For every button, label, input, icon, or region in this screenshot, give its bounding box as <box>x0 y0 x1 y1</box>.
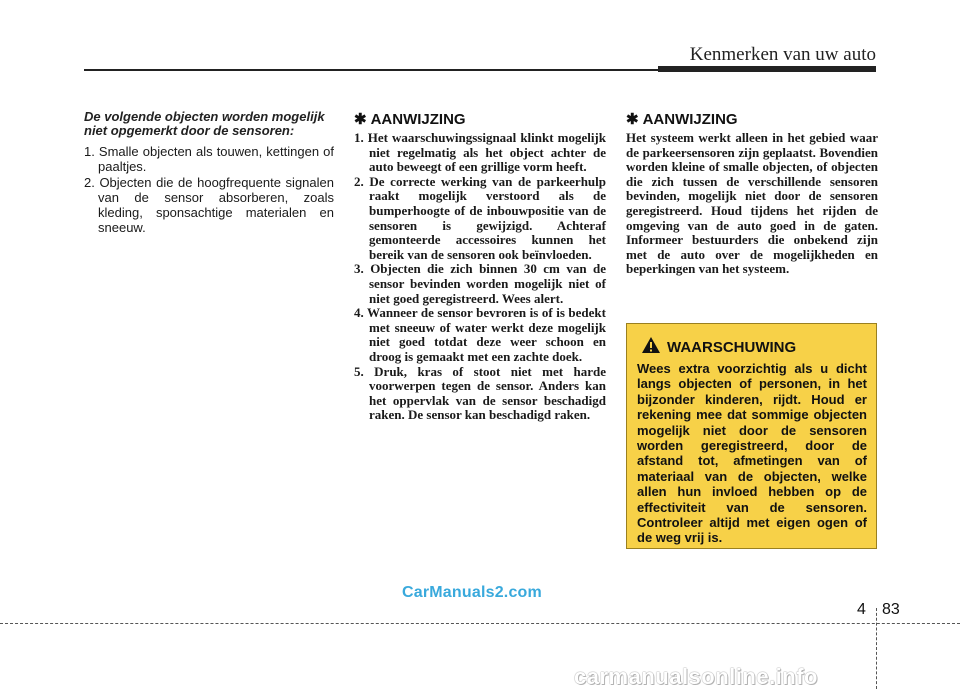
header-title: Kenmerken van uw auto <box>689 44 876 65</box>
warning-heading-label: WAARSCHUWING <box>667 338 797 356</box>
page-number-divider <box>876 608 877 689</box>
warning-triangle-icon <box>641 336 661 358</box>
watermark-link[interactable]: CarManuals2.com <box>402 584 542 601</box>
list-item: 4. Wanneer de sensor bevroren is of is bedekt met sneeuw of water werkt deze mogelijk niet goed totdat deze weer schoon en droog is gemaakt met een zachte doek. <box>354 305 606 364</box>
warning-box <box>626 323 877 549</box>
objects-list <box>84 144 334 235</box>
note-list <box>354 131 606 423</box>
warning-text: Wees extra voorzichtig als u dicht langs objecten of personen, in het bijzonder kinderen, rijdt. Houd er rekening mee dat sommige objecten mogelijk niet door de sensoren worden geregistreerd, door de afstand tot, afmetingen van of materiaal van de objecten, welke allen hun invloed hebben op de effectiviteit van de sensoren. Controleer altijd met eigen ogen of de weg vrij is. <box>637 361 867 546</box>
column-middle <box>354 110 606 423</box>
cross-star-icon: ✱ <box>626 111 639 128</box>
list-item: 5. Druk, kras of stoot niet met harde voorwerpen tegen de sensor. Anders kan het oppervlak van de sensor beschadigd raken. De sensor kan beschadigd raken. <box>354 363 606 423</box>
note-paragraph: Het systeem werkt alleen in het gebied waar de parkeersensoren zijn geplaatst. Bovendien worden kleine of smalle objecten, of objecten die zich tussen de verschillende sensoren bevinden, mogelijk niet door de sensoren geregistreerd. Houd tijdens het rijden de omgeving van de auto goed in de gaten. Informeer bestuurders die onbekend zijn met de auto over de mogelijkheden en beperkingen van het systeem. <box>626 130 878 277</box>
column-left <box>84 110 334 236</box>
list-item: 1. Smalle objecten als touwen, kettingen of paaltjes. <box>84 144 334 174</box>
chapter-number: 4 <box>857 601 866 618</box>
list-item: 2. Objecten die de hoogfrequente signalen van de sensor absorberen, zoals kleding, sponsachtige materialen en sneeuw. <box>84 175 334 235</box>
note-heading <box>354 110 606 128</box>
note-heading-label: AANWIJZING <box>370 110 466 128</box>
list-item: 2. De correcte werking van de parkeerhulp raakt mogelijk verstoord als de bumperhoogte of de inbouwpositie van de sensoren is gewijzigd. Achteraf gemonteerde accessoires kunnen het bereik van de sensoren ook beïnvloeden. <box>354 173 606 262</box>
list-item: 3. Objecten die zich binnen 30 cm van de sensor bevinden worden mogelijk niet of niet goed geregistreerd. Wees alert. <box>354 261 606 306</box>
note-heading-label: AANWIJZING <box>642 110 738 128</box>
intro-text: De volgende objecten worden mogelijk niet opgemerkt door de sensoren: <box>84 109 325 138</box>
cross-star-icon: ✱ <box>354 111 367 128</box>
warning-heading <box>641 336 867 358</box>
column-right <box>626 110 878 277</box>
list-item: 1. Het waarschuwingssignaal klinkt mogelijk niet regelmatig als het object achter de auto beweegt of een grillige vorm heeft. <box>354 130 606 175</box>
page-number: 83 <box>882 601 900 618</box>
footer-divider <box>0 623 960 624</box>
header-rule-accent <box>658 66 876 72</box>
footer-watermark: carmanualsonline.info <box>574 664 818 689</box>
note-heading <box>626 110 878 128</box>
